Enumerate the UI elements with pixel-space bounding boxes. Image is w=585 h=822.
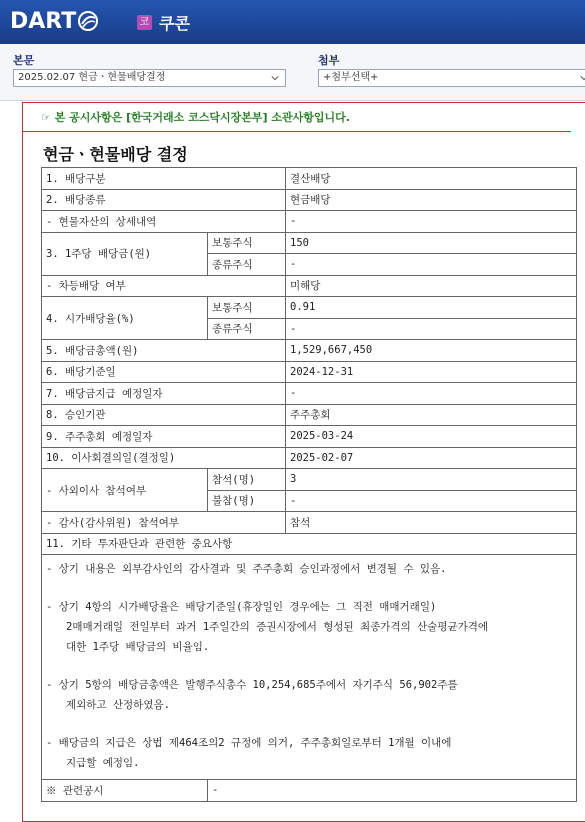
main-doc-label: 본문 [13,54,35,67]
row-value: 2025-02-07 [286,447,577,469]
table-row [42,555,577,780]
row-value: - [286,254,577,276]
row-value: - [286,490,577,512]
note-text: 지급할 예정임. [66,757,140,769]
company-name[interactable]: 쿠콘 [159,14,190,33]
table-row [42,780,577,802]
row-label: - 현물자산의 상세내역 [42,211,286,233]
market-badge: 코 [137,15,152,30]
row-label: - 감사(감사위원) 참석여부 [42,512,286,534]
table-row [42,211,577,233]
table-row [42,533,577,555]
notice-divider [23,131,571,132]
main-doc-select[interactable] [13,69,286,87]
row-value: 3 [286,469,577,491]
jurisdiction-notice: ☞ 본 공시사항은 [한국거래소 코스닥시장본부] 소관사항입니다. [41,111,350,124]
attachment-select[interactable] [318,69,585,87]
row-value: 2025-03-24 [286,426,577,448]
row-value: - [286,211,577,233]
table-row [42,275,577,297]
row-value: - [286,318,577,340]
row-label: - 사외이사 참석여부 [42,469,208,512]
table-row [42,404,577,426]
row-sublabel: 불참(명) [208,490,286,512]
document-title: 현금ㆍ현물배당 결정 [43,145,188,164]
note-text: - 상기 4항의 시가배당율은 배당기준일(휴장일인 경우에는 그 직전 매매거래일) [46,601,437,613]
row-sublabel: 참석(명) [208,469,286,491]
chevron-down-icon [580,74,585,82]
note-text: 제외하고 산정하였음. [66,699,170,711]
table-row [42,383,577,405]
row-value: 150 [286,232,577,254]
company-info [137,11,190,34]
row-label: 3. 1주당 배당금(원) [42,232,208,275]
dividend-table [41,167,577,802]
chevron-down-icon [271,74,279,82]
attachment-value: +첨부선택+ [323,72,379,83]
table-row [42,426,577,448]
row-value: 현금배당 [286,189,577,211]
app-header [0,0,585,44]
note-text: - 상기 5항의 배당금총액은 발행주식총수 10,254,685주에서 자기주식 56,902주를 [46,679,458,691]
row-label: 6. 배당기준일 [42,361,286,383]
document-selectors [0,44,585,101]
row-value: 2024-12-31 [286,361,577,383]
table-row [42,447,577,469]
table-row [42,340,577,362]
table-row [42,297,577,319]
row-sublabel: 종류주식 [208,254,286,276]
row-label: 9. 주주총회 예정일자 [42,426,286,448]
row-label: 8. 승인기관 [42,404,286,426]
logo-text: DART [10,9,77,34]
row-value: - [208,780,577,802]
dart-logo[interactable] [10,9,99,34]
row-value: 미해당 [286,275,577,297]
note-text: - 배당금의 지급은 상법 제464조의2 규정에 의거, 주주총회일로부터 1개월 이내에 [46,737,452,749]
row-value: 참석 [286,512,577,534]
row-value: - [286,383,577,405]
row-label: 10. 이사회결의일(결정일) [42,447,286,469]
table-row [42,168,577,190]
row-label: 11. 기타 투자판단과 관련한 중요사항 [42,533,577,555]
table-row [42,189,577,211]
swirl-icon [77,10,99,32]
row-label: 1. 배당구분 [42,168,286,190]
row-value: 1,529,667,450 [286,340,577,362]
note-text: - 상기 내용은 외부감사인의 감사결과 및 주주총회 승인과정에서 변경될 수 있음. [46,563,447,575]
table-row [42,469,577,491]
row-sublabel: 보통주식 [208,297,286,319]
row-label: - 차등배당 여부 [42,275,286,297]
attachment-label: 첨부 [318,54,340,67]
disclosure-document [22,102,585,822]
row-label: ※ 관련공시 [42,780,208,802]
table-row [42,512,577,534]
note-text: 2매매거래일 전일부터 과거 1주일간의 증권시장에서 형성된 최종가격의 산술평균가격에 [66,621,489,633]
row-value: 0.91 [286,297,577,319]
row-label: 7. 배당금지급 예정일자 [42,383,286,405]
row-label: 5. 배당금총액(원) [42,340,286,362]
row-sublabel: 종류주식 [208,318,286,340]
table-row [42,232,577,254]
row-value: 결산배당 [286,168,577,190]
row-label: 4. 시가배당율(%) [42,297,208,340]
table-row [42,361,577,383]
row-value: 주주총회 [286,404,577,426]
notes-cell [42,555,577,780]
row-sublabel: 보통주식 [208,232,286,254]
row-label: 2. 배당종류 [42,189,286,211]
main-doc-value: 2025.02.07 현금ㆍ현물배당결정 [18,72,166,83]
note-text: 대한 1주당 배당금의 비율임. [66,641,210,653]
